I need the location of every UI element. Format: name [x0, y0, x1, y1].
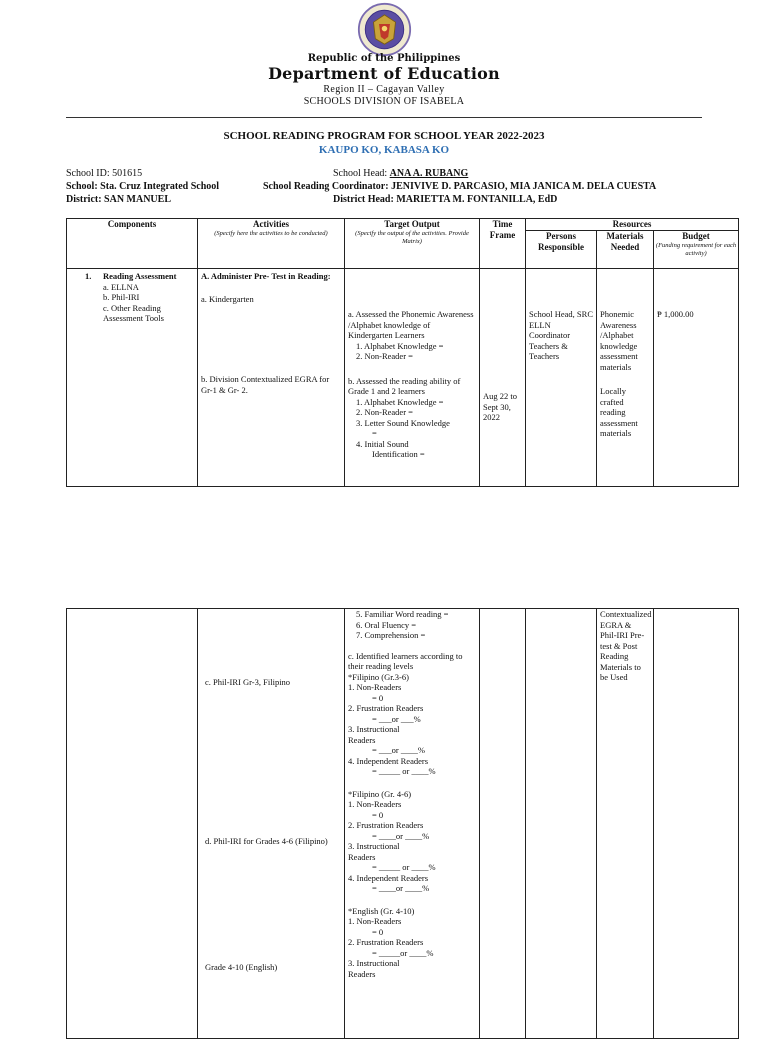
header-components: Components: [67, 219, 198, 269]
header-divider: [66, 117, 702, 118]
component-cell-cont: [67, 609, 198, 1039]
header-materials: Materials Needed: [597, 231, 654, 269]
component-item: a. ELLNA: [103, 281, 139, 292]
school-head: School Head: ANA A. RUBANG: [333, 168, 469, 179]
persons-cell-cont: [526, 609, 597, 1039]
program-title: SCHOOL READING PROGRAM FOR SCHOOL YEAR 2022-2023: [223, 130, 545, 142]
materials-cell-cont: Contextualized EGRA & Phil-IRI Pre-test & Post Reading Materials to be Used: [597, 609, 654, 1039]
component-item: b. Phil-IRI: [103, 292, 140, 302]
republic-line: Republic of the Philippines: [307, 53, 461, 64]
header-budget: Budget (Funding requirement for each activity): [654, 231, 739, 269]
department-title: Department of Education: [268, 64, 500, 83]
header-activities: Activities (Specify here the activities to be conducted): [198, 219, 345, 269]
district-head: District Head: MARIETTA M. FONTANILLA, EdD: [333, 194, 558, 205]
time-frame-cell: Aug 22 to Sept 30, 2022: [480, 269, 526, 487]
school-id: School ID: 501615: [66, 168, 143, 179]
program-table-page2: [66, 608, 739, 1039]
header-persons: Persons Responsible: [526, 231, 597, 269]
header-target-output: Target Output (Specify the output of the activities. Provide Matrix): [345, 219, 480, 269]
header-time-frame: Time Frame: [480, 219, 526, 269]
component-item: c. Other Reading Assessment Tools: [103, 302, 164, 323]
component-cell: 1. Reading Assessment a. ELLNA b. Phil-IRI c. Other Reading Assessment Tools: [67, 269, 198, 487]
division-line: SCHOOLS DIVISION OF ISABELA: [303, 96, 465, 107]
school-name: School: Sta. Cruz Integrated School: [66, 181, 220, 192]
program-table-page1: [66, 218, 739, 487]
budget-cell: ₱ 1,000.00: [654, 269, 739, 487]
program-motto: KAUPO KO, KABASA KO: [318, 144, 450, 156]
materials-cell: Phonemic Awareness /Alphabet knowledge assessment materials Locally crafted reading assessment materials: [597, 269, 654, 487]
target-output-cell: a. Assessed the Phonemic Awareness /Alphabet knowledge of Kindergarten Learners 1. Alphabet Knowledge = 2. Non-Reader = b. Assessed the reading ability of Grade 1 and 2 learners 1. Alphabet Knowledge = 2. Non-Reader = 3. Letter Sound Knowledge = 4. Initial Sound Identification =: [345, 269, 480, 487]
district-name: District: SAN MANUEL: [66, 194, 171, 205]
persons-cell: School Head, SRC ELLN Coordinator Teachers & Teachers: [526, 269, 597, 487]
activities-cell: A. Administer Pre- Test in Reading: a. Kindergarten b. Division Contextualized EGRA for Gr-1 & Gr- 2.: [198, 269, 345, 487]
header-resources: Resources: [526, 219, 739, 231]
budget-cell-cont: [654, 609, 739, 1039]
target-output-cell-cont: 5. Familiar Word reading = 6. Oral Fluency = 7. Comprehension = c. Identified learners according to their reading levels *Filipino (Gr.3-6) 1. Non-Readers = 0 2. Frustration Readers = ___or ___% 3. Instructional Readers = ___or ____% 4. Independent Readers = _____ or ____% *Filipino (Gr. 4-6) 1. Non-Readers = 0 2. Frustration Readers = ____or ____% 3. Instructional Readers = _____ or ____% 4. Independent Readers = ____or ____% *English (Gr. 4-10) 1. Non-Readers = 0 2. Frustration Readers = _____or ____% 3. Instructional Readers: [345, 609, 480, 1039]
reading-coordinator: School Reading Coordinator: JENIVIVE D. PARCASIO, MIA JANICA M. DELA CUESTA: [263, 181, 657, 192]
time-frame-cell-cont: [480, 609, 526, 1039]
activities-cell-cont: c. Phil-IRI Gr-3, Filipino d. Phil-IRI for Grades 4-6 (Filipino) Grade 4-10 (English): [198, 609, 345, 1039]
deped-seal-icon: [357, 2, 412, 57]
region-line: Region II – Cagayan Valley: [323, 84, 445, 95]
